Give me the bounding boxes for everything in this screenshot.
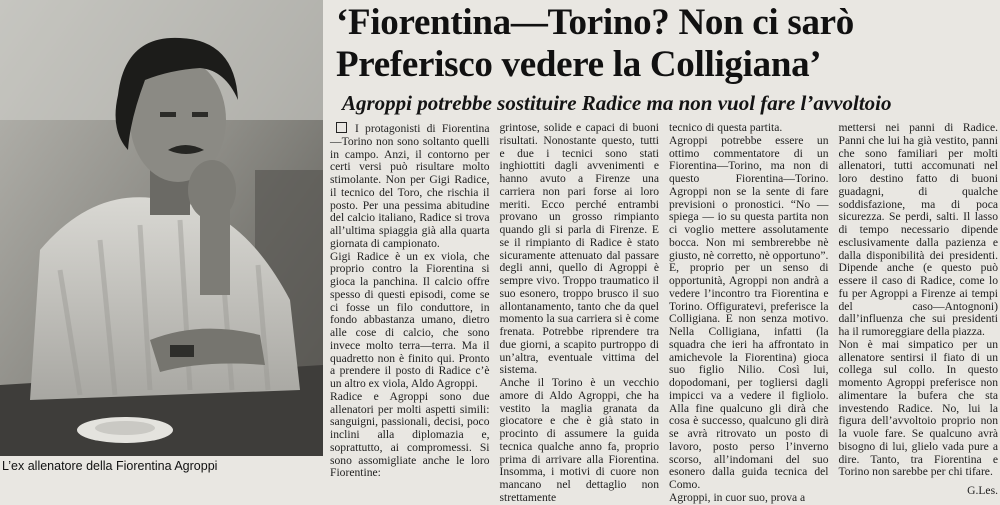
paragraph: Gigi Radice è un ex viola, che proprio contro la Fiorentina si gioca la panchina. Il calcio offre spesso di questi episodi, come se ci fosse un filo conduttore, in fondo abbastanza umano, dietro alle cose di calcio, che sono invece molto terra—terra. Ma il quadretto non è finito qui. Pronto a prendere il posto di Radice c’è un altro ex viola, Aldo Agroppi. xyxy=(330,249,490,390)
agroppi-portrait-image xyxy=(0,0,323,456)
article-body xyxy=(330,121,998,504)
paragraph: grintose, solide e capaci di buoni risultati. Nonostante questo, tutti e due i tecnici sono stati inghiottiti dagli avvenimenti e hanno avuto a Firenze una carriera non pari forse ai loro meriti. Ecco perché entrambi provano un grosso rimpianto quando gli si parla di Firenze. E se il rimpianto di Radice è stato sicuramente attenuato dal passare degli anni, quello di Agroppi è sempre vivo. Troppo traumatico il suo esonero, troppo brusco il suo allontanamento, tanto che da quel momento la sua carriera si è come frenata. Potrebbe riprendere tra due giorni, a scapito purtroppo di un’altra, eventuale vittima del sistema. xyxy=(499,121,659,377)
paragraph: Agroppi, in cuor suo, prova a xyxy=(669,490,806,504)
photo-caption: L’ex allenatore della Fiorentina Agroppi xyxy=(2,459,218,473)
paragraph: Non è mai simpatico per un allenatore sentirsi il fiato di un collega sul collo. In questo momento Agroppi preferisce non alimentare la bufera che sta investendo Radice. No, lui la figura dell’avvoltoio proprio non la vuole fare. Se qualcuno avrà bisogno di lui, glielo vada pure a dire. Tanto, tra Fiorentina e Torino non sarebbe per chi tifare. xyxy=(838,337,998,479)
text-column-1 xyxy=(330,122,490,480)
article-photo xyxy=(0,0,323,456)
text-column-4 xyxy=(838,121,999,497)
article-subheadline: Agroppi potrebbe sostituire Radice ma non vuol fare l’avvoltoio xyxy=(342,91,892,115)
paragraph: mettersi nei panni di Radice. Panni che lui ha già vestito, panni che sono familiari per molti allenatori, tutti accomunati nel loro destino fatto di buoni guadagni, di qualche soddisfazione, ma di poca sicurezza. Se perdi, salti. Il lasso di tempo necessario dipende esclusivamente dalla pazienza e dalla disponibilità dei presidenti. Dipende anche (e questo può essere il caso di Radice, come lo fu per Agroppi a Firenze ai tempi del caso—Antognoni) dall’influenza che sui presidenti ha il rumoreggiare della piazza. xyxy=(838,121,998,338)
headline-line-2: Preferisco vedere la Colligiana’ xyxy=(336,44,822,85)
article-headline xyxy=(336,2,998,86)
paragraph-marker-box-icon xyxy=(336,122,347,133)
paragraph: Anche il Torino è un vecchio amore di Aldo Agroppi, che ha vestito la maglia granata da giocatore e che è già stato in procinto di assumere la guida tecnica qualche anno fa, proprio prima di arrivare alla Fiorentina. Insomma, i motivi di cuore non mancano nel dettaglio non strettamente xyxy=(499,376,659,504)
paragraph xyxy=(330,122,490,251)
paragraph: tecnico di questa partita. xyxy=(669,121,783,134)
paragraph-text: I protagonisti di Fiorentina—Torino non sono soltanto quelli in campo. Anzi, il contorno per certi versi può risultare molto stimolante. Non per Gigi Radice, il tecnico del Toro, che rischia il posto. Per una pessima abitudine del calcio italiano, Radice si trova all’ultima spiaggia già alla quarta giornata di campionato. xyxy=(330,122,490,250)
paragraph: E, proprio per un senso di opportunità, Agroppi non andrà a vedere l’incontro tra Fiorentina e Torino. Offiguratevi, preferisce la Colligiana. E non senza motivo. Nella Colligiana, infatti (la squadra che ieri ha affrontato in amichevole la Fiorentina) gioca suo figlio Nilio. Così lui, dopodomani, per togliersi dagli impicci va a vedere il figliolo. Alla fine qualcuno gli dirà che cosa è successo, qualcuno gli dirà se avrà ritrovato un posto di lavoro, posto perso l’inverno scorso, all’indomani del suo esonero dalla guida tecnica del Como. xyxy=(669,261,829,491)
text-column-3 xyxy=(669,121,829,504)
paragraph: Agroppi potrebbe essere un ottimo commentatore di un Fiorentina—Torino, ma non di questo Fiorentina—Torino. Agroppi non se la sente di fare previsioni o pronostici. “No — spiega — io su questa partita non ci voglio mettere assolutamente bocca. Non mi sembrerebbe nè giusto, nè corretto, nè opportuno”. xyxy=(669,133,829,262)
headline-line-1: ‘Fiorentina—Torino? Non ci sarò xyxy=(336,2,854,43)
author-signature: G.Les. xyxy=(967,484,998,497)
paragraph: Radice e Agroppi sono due allenatori per molti aspetti simili: sanguigni, passionali, decisi, poco inclini alla diplomazia e, soprattutto, ai compromessi. Si sono assomigliate anche le loro Fiorentine: xyxy=(330,389,490,480)
text-column-2 xyxy=(499,121,660,504)
